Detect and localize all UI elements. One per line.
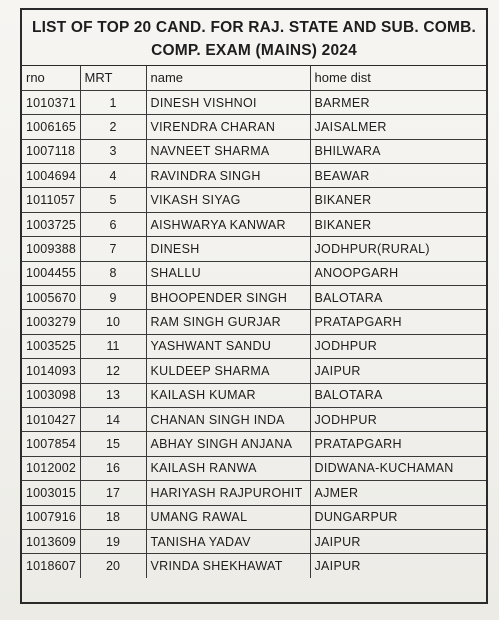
candidate-list-sheet [20,8,488,604]
mrt-cell: 14 [80,407,146,431]
home-dist-cell: BALOTARA [310,383,486,407]
table-row [22,359,486,383]
home-dist-cell: ANOOPGARH [310,261,486,285]
name-cell: RAVINDRA SINGH [146,164,310,188]
rno-cell: 1005670 [22,286,80,310]
home-dist-cell: BALOTARA [310,286,486,310]
mrt-cell: 19 [80,529,146,553]
mrt-cell: 20 [80,554,146,578]
name-cell: YASHWANT SANDU [146,334,310,358]
rno-cell: 1007854 [22,432,80,456]
table-row [22,188,486,212]
mrt-cell: 12 [80,359,146,383]
mrt-cell: 7 [80,237,146,261]
home-dist-cell: AJMER [310,481,486,505]
table-row [22,554,486,578]
mrt-cell: 6 [80,212,146,236]
rno-cell: 1003725 [22,212,80,236]
rno-cell: 1003279 [22,310,80,334]
home-dist-cell: JODHPUR [310,407,486,431]
home-dist-cell: JODHPUR(RURAL) [310,237,486,261]
title-line-1: LIST OF TOP 20 CAND. FOR RAJ. STATE AND SUB. COMB. [31,19,477,36]
name-cell: TANISHA YADAV [146,529,310,553]
mrt-cell: 5 [80,188,146,212]
table-row [22,212,486,236]
mrt-cell: 13 [80,383,146,407]
home-dist-cell: JAIPUR [310,529,486,553]
rno-cell: 1004455 [22,261,80,285]
name-cell: NAVNEET SHARMA [146,139,310,163]
column-header-home-dist: home dist [310,66,486,90]
name-cell: VIKASH SIYAG [146,188,310,212]
table-row [22,334,486,358]
home-dist-cell: PRATAPGARH [310,432,486,456]
table-row [22,115,486,139]
mrt-cell: 10 [80,310,146,334]
rno-cell: 1009388 [22,237,80,261]
name-cell: UMANG RAWAL [146,505,310,529]
home-dist-cell: BARMER [310,90,486,114]
rno-cell: 1003098 [22,383,80,407]
home-dist-cell: JAIPUR [310,359,486,383]
name-cell: VRINDA SHEKHAWAT [146,554,310,578]
name-cell: AISHWARYA KANWAR [146,212,310,236]
home-dist-cell: BIKANER [310,188,486,212]
table-row [22,310,486,334]
table-row [22,383,486,407]
table-row [22,456,486,480]
mrt-cell: 1 [80,90,146,114]
name-cell: KAILASH KUMAR [146,383,310,407]
table-row [22,286,486,310]
name-cell: DINESH [146,237,310,261]
mrt-cell: 11 [80,334,146,358]
rno-cell: 1006165 [22,115,80,139]
name-cell: HARIYASH RAJPUROHIT [146,481,310,505]
table-row [22,432,486,456]
rno-cell: 1007118 [22,139,80,163]
column-header-mrt: MRT [80,66,146,90]
table-row [22,237,486,261]
mrt-cell: 3 [80,139,146,163]
home-dist-cell: JAIPUR [310,554,486,578]
mrt-cell: 4 [80,164,146,188]
mrt-cell: 17 [80,481,146,505]
rno-cell: 1003525 [22,334,80,358]
mrt-cell: 9 [80,286,146,310]
name-cell: ABHAY SINGH ANJANA [146,432,310,456]
home-dist-cell: BHILWARA [310,139,486,163]
name-cell: RAM SINGH GURJAR [146,310,310,334]
table-row [22,261,486,285]
column-header-name: name [146,66,310,90]
home-dist-cell: BIKANER [310,212,486,236]
name-cell: DINESH VISHNOI [146,90,310,114]
name-cell: CHANAN SINGH INDA [146,407,310,431]
table-row [22,407,486,431]
home-dist-cell: BEAWAR [310,164,486,188]
rno-cell: 1013609 [22,529,80,553]
rno-cell: 1014093 [22,359,80,383]
candidate-table [22,66,486,578]
mrt-cell: 16 [80,456,146,480]
home-dist-cell: JAISALMER [310,115,486,139]
document-title [22,10,486,66]
table-row [22,505,486,529]
rno-cell: 1004694 [22,164,80,188]
table-row [22,481,486,505]
table-row [22,90,486,114]
rno-cell: 1007916 [22,505,80,529]
mrt-cell: 18 [80,505,146,529]
home-dist-cell: PRATAPGARH [310,310,486,334]
name-cell: KAILASH RANWA [146,456,310,480]
rno-cell: 1018607 [22,554,80,578]
table-row [22,164,486,188]
table-row [22,529,486,553]
name-cell: KULDEEP SHARMA [146,359,310,383]
home-dist-cell: JODHPUR [310,334,486,358]
rno-cell: 1010371 [22,90,80,114]
home-dist-cell: DUNGARPUR [310,505,486,529]
name-cell: SHALLU [146,261,310,285]
rno-cell: 1012002 [22,456,80,480]
rno-cell: 1003015 [22,481,80,505]
mrt-cell: 2 [80,115,146,139]
mrt-cell: 15 [80,432,146,456]
home-dist-cell: DIDWANA-KUCHAMAN [310,456,486,480]
column-header-rno: rno [22,66,80,90]
table-header-row [22,66,486,90]
name-cell: BHOOPENDER SINGH [146,286,310,310]
title-line-2: COMP. EXAM (MAINS) 2024 [151,42,357,59]
mrt-cell: 8 [80,261,146,285]
rno-cell: 1010427 [22,407,80,431]
table-row [22,139,486,163]
name-cell: VIRENDRA CHARAN [146,115,310,139]
rno-cell: 1011057 [22,188,80,212]
